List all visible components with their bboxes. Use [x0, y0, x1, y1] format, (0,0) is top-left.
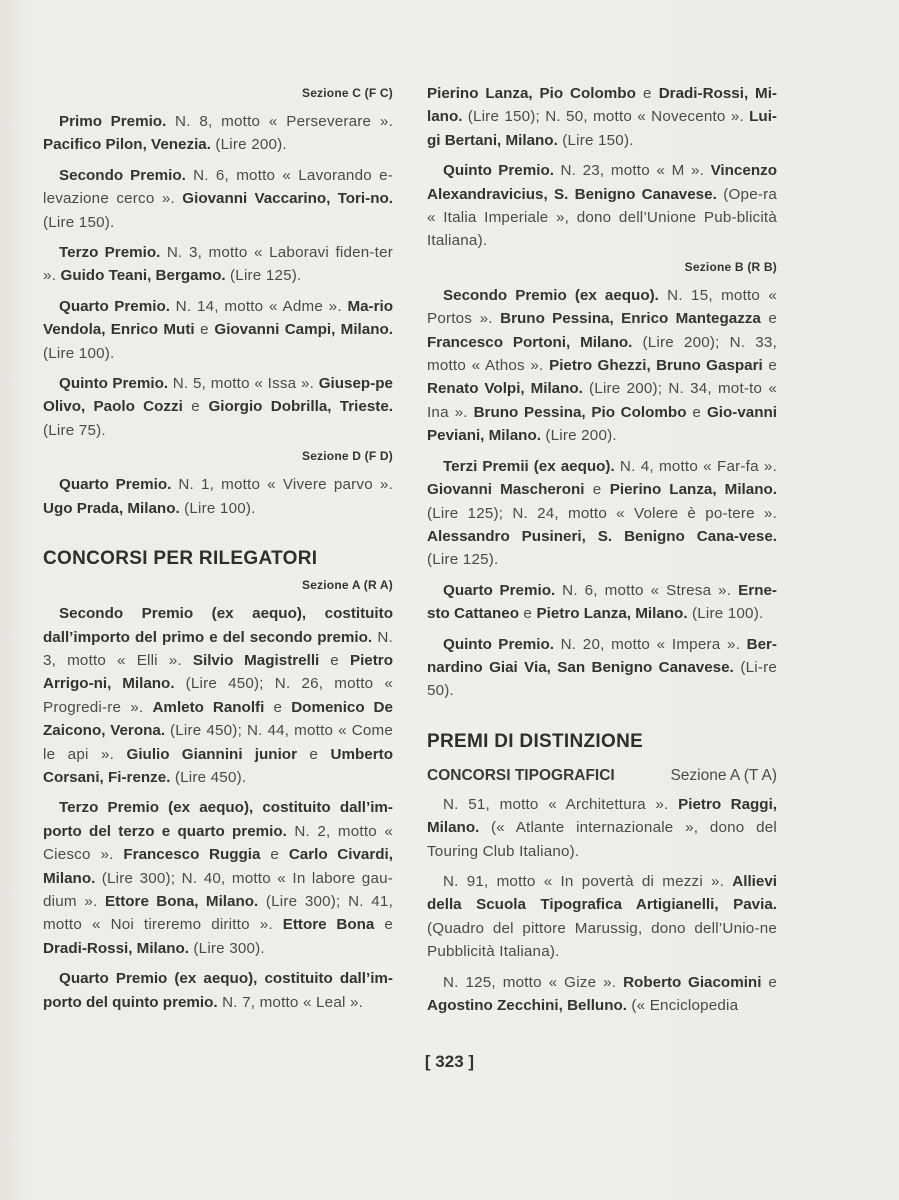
regular-text: e: [319, 651, 350, 669]
bold-text: Secondo Premio (ex aequo).: [443, 286, 659, 304]
award-paragraph: [43, 295, 393, 365]
award-paragraph: [43, 967, 393, 1014]
bold-text: Pierino Lanza, Pio Colombo: [427, 85, 636, 102]
section-heading: PREMI DI DISTINZIONE: [427, 730, 644, 752]
award-paragraph: [427, 82, 777, 152]
regular-text: N. 3, motto « Elli ».: [43, 628, 393, 669]
regular-text: N. 6, motto « Lavorando e-levazione cerco ».: [43, 166, 393, 208]
award-paragraph: [427, 284, 777, 448]
bold-text: Ber-nardino Giai Via, San Benigno Canavese.: [427, 635, 777, 676]
bold-text: Pietro Arrigo-ni, Milano.: [43, 651, 393, 693]
bold-text: Vincenzo Alexandravicius, S. Benigno Canavese.: [427, 162, 777, 203]
bold-text: Terzo Premio.: [59, 244, 161, 262]
subheading: [427, 767, 777, 785]
regular-text: (« Enciclopedia: [626, 997, 739, 1014]
award-paragraph: [43, 110, 393, 157]
bold-text: Allievi della Scuola Tipografica Artigianelli, Pavia.: [427, 872, 777, 914]
bold-text: Quarto Premio.: [443, 581, 556, 599]
bold-text: Quarto Premio.: [59, 476, 172, 494]
bold-text: Ettore Bona, Milano.: [105, 892, 259, 910]
award-paragraph: [427, 455, 777, 572]
award-paragraph: [43, 372, 393, 442]
regular-text: N. 1, motto « Vivere parvo ».: [171, 476, 393, 494]
bold-text: Pietro Ghezzi, Bruno Gaspari: [549, 357, 763, 375]
award-paragraph: [427, 579, 777, 626]
bold-text: Agostino Zecchini, Belluno.: [427, 997, 627, 1014]
award-paragraph: [427, 870, 777, 964]
award-paragraph: [43, 796, 393, 960]
regular-text: e: [584, 481, 610, 499]
bold-text: Giovanni Campi, Milano.: [214, 321, 393, 339]
regular-text: e: [518, 605, 537, 623]
bold-text: Dradi-Rossi, Mi-lano.: [427, 85, 777, 126]
regular-text: (Lire 200); N. 33, motto « Athos ».: [427, 333, 777, 375]
bold-text: Umberto Corsani, Fi-renze.: [43, 745, 393, 786]
regular-text: N. 51, motto « Architettura ».: [443, 795, 679, 813]
bold-text: Alessandro Pusineri, S. Benigno Cana-vese.: [427, 527, 777, 545]
bold-text: Amleto Ranolfi: [152, 698, 265, 716]
bold-text: Pacifico Pilon, Venezia.: [43, 136, 211, 154]
regular-text: e: [260, 846, 289, 864]
regular-text: (Lire 100).: [687, 605, 764, 623]
regular-text: N. 23, motto « M ».: [553, 162, 711, 180]
bold-text: Giovanni Vaccarino, Tori-no.: [182, 190, 393, 208]
bold-text: Secondo Premio.: [59, 166, 186, 184]
regular-text: e: [296, 745, 331, 763]
regular-text: N. 7, motto « Leal ».: [217, 993, 364, 1011]
bold-text: Terzo Premio (ex aequo), costituito dall’im-porto del terzo e quarto premio.: [43, 799, 393, 840]
regular-text: (Lire 200).: [540, 427, 617, 445]
section-label: Sezione C (F C): [301, 86, 393, 100]
regular-text: e: [760, 310, 777, 328]
bold-text: Secondo Premio (ex aequo), costituito dall’importo del primo e del secondo premio.: [43, 605, 393, 646]
section-label: Sezione A (R A): [301, 578, 393, 593]
award-paragraph: [427, 159, 777, 253]
award-paragraph: [43, 241, 393, 288]
regular-text: N. 14, motto « Adme ».: [169, 297, 348, 315]
award-paragraph: [427, 793, 777, 863]
section-heading: CONCORSI PER RILEGATORI: [43, 548, 318, 570]
regular-text: (Lire 125).: [225, 267, 302, 285]
regular-text: e: [194, 321, 215, 339]
regular-text: e: [635, 85, 659, 102]
bold-text: Bruno Pessina, Pio Colombo: [473, 403, 687, 421]
bold-text: Roberto Giacomini: [623, 973, 762, 991]
bold-text: Carlo Civardi, Milano.: [43, 846, 394, 887]
bold-text: Guido Teani, Bergamo.: [60, 267, 226, 285]
bold-text: Francesco Portoni, Milano.: [427, 333, 633, 351]
regular-text: (Lire 300).: [189, 939, 265, 957]
regular-text: (Quadro del pittore Marussig, dono dell’Unio-ne Pubblicità Italiana).: [427, 919, 777, 961]
bold-text: Ugo Prada, Milano.: [43, 499, 180, 517]
bold-text: Quarto Premio (ex aequo), costituito dall’im-porto del quinto premio.: [43, 970, 393, 1011]
regular-text: (Li-re 50).: [427, 658, 778, 700]
bold-text: Erne-sto Cattaneo: [427, 581, 777, 623]
subheading-title: CONCORSI TIPOGRAFICI: [427, 766, 615, 784]
regular-text: N. 4, motto « Far-fa ».: [614, 457, 777, 475]
regular-text: e: [762, 357, 777, 375]
bold-text: Quinto Premio.: [59, 375, 169, 393]
section-label: Sezione B (R B): [684, 259, 777, 274]
regular-text: (Lire 300); N. 41, motto « Noi tireremo diritto ».: [43, 892, 393, 934]
regular-text: N. 3, motto « Laboravi fiden-ter ».: [43, 244, 393, 285]
regular-text: (Lire 150).: [557, 131, 634, 149]
bold-text: Giorgio Dobrilla, Trieste.: [208, 398, 393, 416]
right-column: [427, 82, 777, 1024]
bold-text: Giulio Giannini junior: [126, 745, 297, 763]
bold-text: Renato Volpi, Milano.: [427, 380, 583, 398]
award-paragraph: [43, 602, 393, 789]
bold-text: Pietro Lanza, Milano.: [536, 605, 688, 623]
award-paragraph: [43, 164, 393, 234]
regular-text: N. 15, motto « Portos ».: [427, 286, 778, 328]
regular-text: e: [686, 403, 707, 421]
regular-text: N. 91, motto « In povertà di mezzi ».: [443, 872, 733, 890]
bold-text: Gio-vanni Peviani, Milano.: [427, 403, 777, 445]
left-column: [43, 82, 393, 1021]
regular-text: e: [264, 698, 292, 716]
regular-text: (Lire 200); N. 34, mot-to « Ina ».: [427, 380, 777, 421]
regular-text: (Lire 450); N. 44, motto « Come le api ».: [43, 722, 394, 763]
regular-text: e: [761, 973, 777, 991]
bold-text: Quinto Premio.: [443, 162, 554, 180]
regular-text: (Lire 150); N. 50, motto « Novecento ».: [462, 108, 750, 126]
regular-text: N. 2, motto « Ciesco ».: [43, 822, 393, 864]
regular-text: (Lire 100).: [179, 499, 256, 517]
regular-text: N. 6, motto « Stresa ».: [555, 581, 739, 599]
regular-text: e: [374, 916, 393, 934]
bold-text: Giovanni Mascheroni: [427, 481, 585, 499]
bold-text: Domenico De Zaicono, Verona.: [43, 698, 393, 740]
regular-text: N. 125, motto « Gize ».: [443, 973, 624, 991]
regular-text: (Lire 200).: [210, 136, 287, 154]
bold-text: Quinto Premio.: [443, 635, 555, 653]
regular-text: (Lire 300); N. 40, motto « In labore gau-dium ».: [43, 869, 393, 910]
subheading-section: Sezione A (T A): [670, 766, 777, 784]
regular-text: (Lire 75).: [43, 421, 106, 439]
bold-text: Silvio Magistrelli: [192, 651, 320, 669]
bold-text: Giusep-pe Olivo, Paolo Cozzi: [43, 375, 393, 416]
bold-text: Quarto Premio.: [59, 297, 170, 315]
bold-text: Bruno Pessina, Enrico Mantegazza: [500, 310, 761, 328]
regular-text: (Lire 125).: [427, 551, 499, 569]
bold-text: Pietro Raggi, Milano.: [427, 795, 778, 837]
regular-text: e: [182, 398, 209, 416]
bold-text: Ettore Bona: [282, 916, 375, 934]
regular-text: N. 8, motto « Perseverare ».: [166, 113, 394, 130]
bold-text: Dradi-Rossi, Milano.: [43, 939, 189, 957]
regular-text: (« Atlante internazionale », dono del Touring Club Italiano).: [427, 819, 777, 860]
regular-text: (Lire 100).: [43, 344, 115, 362]
bold-text: Primo Premio.: [59, 113, 167, 130]
section-label: Sezione D (F D): [301, 449, 393, 464]
bold-text: Ma-rio Vendola, Enrico Muti: [43, 297, 393, 339]
regular-text: (Lire 450); N. 26, motto « Progredi-re ».: [43, 675, 393, 716]
regular-text: N. 5, motto « Issa ».: [168, 375, 319, 393]
bold-text: Lui-gi Bertani, Milano.: [427, 108, 777, 149]
award-paragraph: [427, 971, 777, 1018]
award-paragraph: [43, 473, 393, 520]
bold-text: Terzi Premii (ex aequo).: [443, 457, 615, 475]
page-number: [ 323 ]: [424, 1052, 475, 1071]
regular-text: (Lire 150).: [43, 213, 115, 231]
award-paragraph: [427, 633, 777, 703]
regular-text: N. 20, motto « Impera ».: [554, 635, 747, 653]
regular-text: (Lire 125); N. 24, motto « Volere è po-tere ».: [427, 504, 777, 522]
regular-text: (Ope-ra « Italia Imperiale », dono dell’Unione Pub-blicità Italiana).: [427, 185, 778, 250]
bold-text: Pierino Lanza, Milano.: [609, 481, 777, 499]
bold-text: Francesco Ruggia: [123, 846, 261, 864]
regular-text: (Lire 450).: [170, 768, 247, 786]
